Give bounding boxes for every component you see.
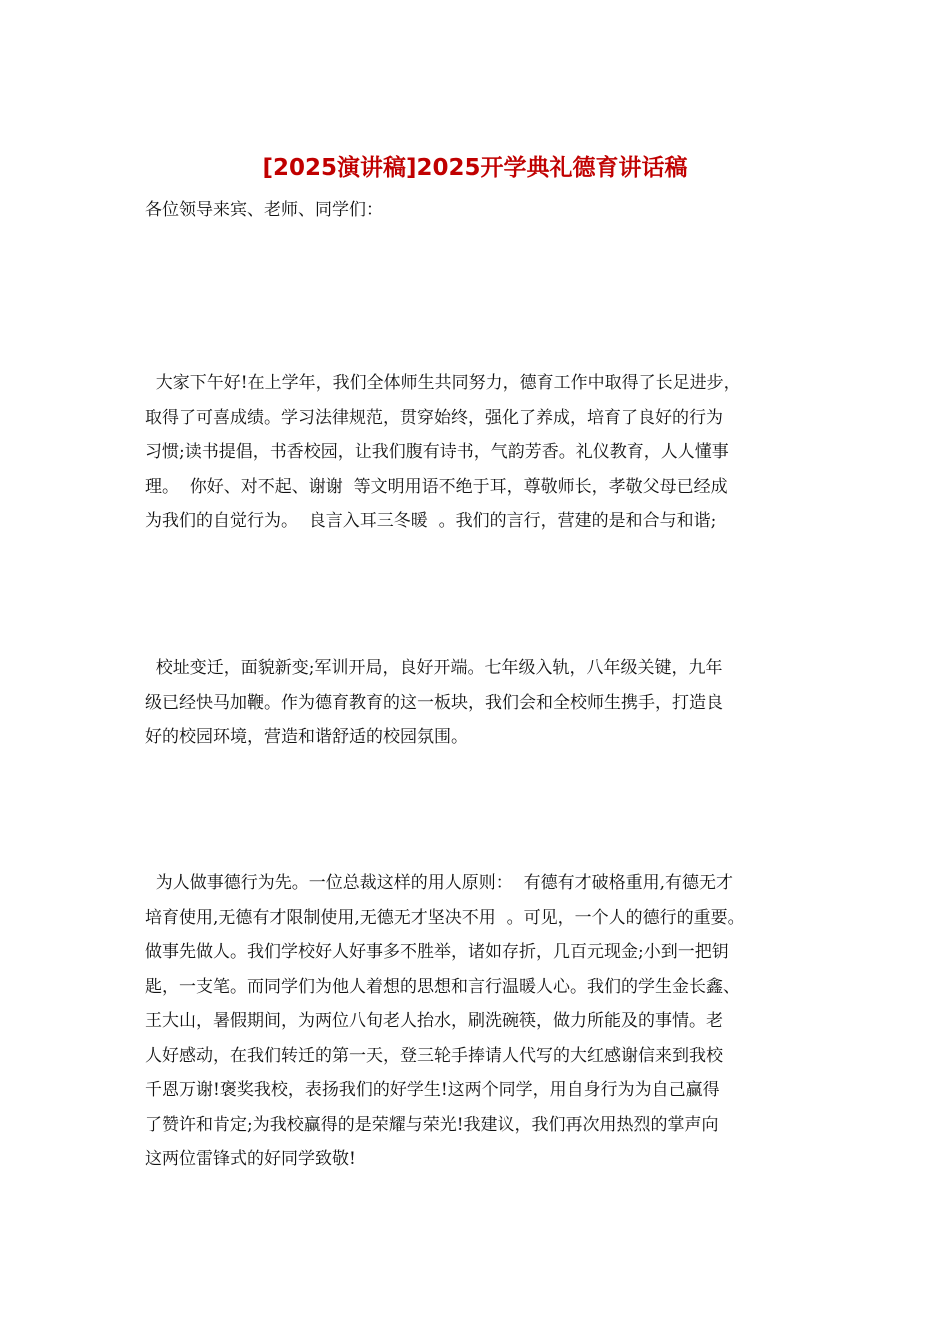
paragraph-line: 好的校园环境，营造和谐舒适的校园氛围。 bbox=[145, 727, 468, 747]
paragraph-3 bbox=[145, 866, 835, 1177]
paragraph-line: 大家下午好!在上学年，我们全体师生共同努力，德育工作中取得了长足进步， bbox=[145, 373, 741, 393]
paragraph-line: 人好感动，在我们转迁的第一天，登三轮手捧请人代写的大红感谢信来到我校 bbox=[145, 1045, 723, 1066]
paragraph-line: 王大山，暑假期间，为两位八旬老人抬水，刷洗碗筷，做力所能及的事情。老 bbox=[145, 1011, 723, 1031]
paragraph-line: 取得了可喜成绩。学习法律规范，贯穿始终，强化了养成，培育了良好的行为 bbox=[145, 407, 723, 428]
paragraph-line: 级已经快马加鞭。作为德育教育的这一板块，我们会和全校师生携手，打造良 bbox=[145, 692, 723, 713]
paragraph-line: 校址变迁，面貌新变;军训开局，良好开端。七年级入轨，八年级关键，九年 bbox=[145, 658, 723, 678]
paragraph-line: 千恩万谢!褒奖我校，表扬我们的好学生!这两个同学，用自身行为为自己赢得 bbox=[145, 1080, 720, 1100]
document-title: [2025演讲稿]2025开学典礼德育讲话稿 bbox=[262, 155, 688, 181]
paragraph-line: 匙，一支笔。而同学们为他人着想的思想和言行温暖人心。我们的学生金长鑫、 bbox=[145, 976, 740, 997]
paragraph-line: 习惯;读书提倡，书香校园，让我们腹有诗书，气韵芳香。礼仪教育，人人懂事 bbox=[145, 442, 729, 462]
paragraph-line: 为我们的自觉行为。 良言入耳三冬暖 。我们的言行，营建的是和合与和谐; bbox=[145, 511, 717, 531]
paragraph-line: 这两位雷锋式的好同学致敬! bbox=[145, 1149, 356, 1169]
paragraph-line: 培育使用,无德有才限制使用,无德无才坚决不用 。可见，一个人的德行的重要。 bbox=[145, 907, 745, 928]
paragraph-2 bbox=[145, 651, 835, 755]
paragraph-line: 为人做事德行为先。一位总裁这样的用人原则： 有德有才破格重用,有德无才 bbox=[145, 873, 734, 893]
paragraph-line: 理。 你好、对不起、谢谢 等文明用语不绝于耳，尊敬师长，孝敬父母已经成 bbox=[145, 476, 728, 497]
paragraph-line: 做事先做人。我们学校好人好事多不胜举，诸如存折，几百元现金;小到一把钥 bbox=[145, 942, 729, 962]
paragraph-1 bbox=[145, 366, 835, 539]
paragraph-line: 了赞许和肯定;为我校赢得的是荣耀与荣光!我建议，我们再次用热烈的掌声向 bbox=[145, 1114, 719, 1135]
salutation: 各位领导来宾、老师、同学们： bbox=[145, 200, 383, 220]
